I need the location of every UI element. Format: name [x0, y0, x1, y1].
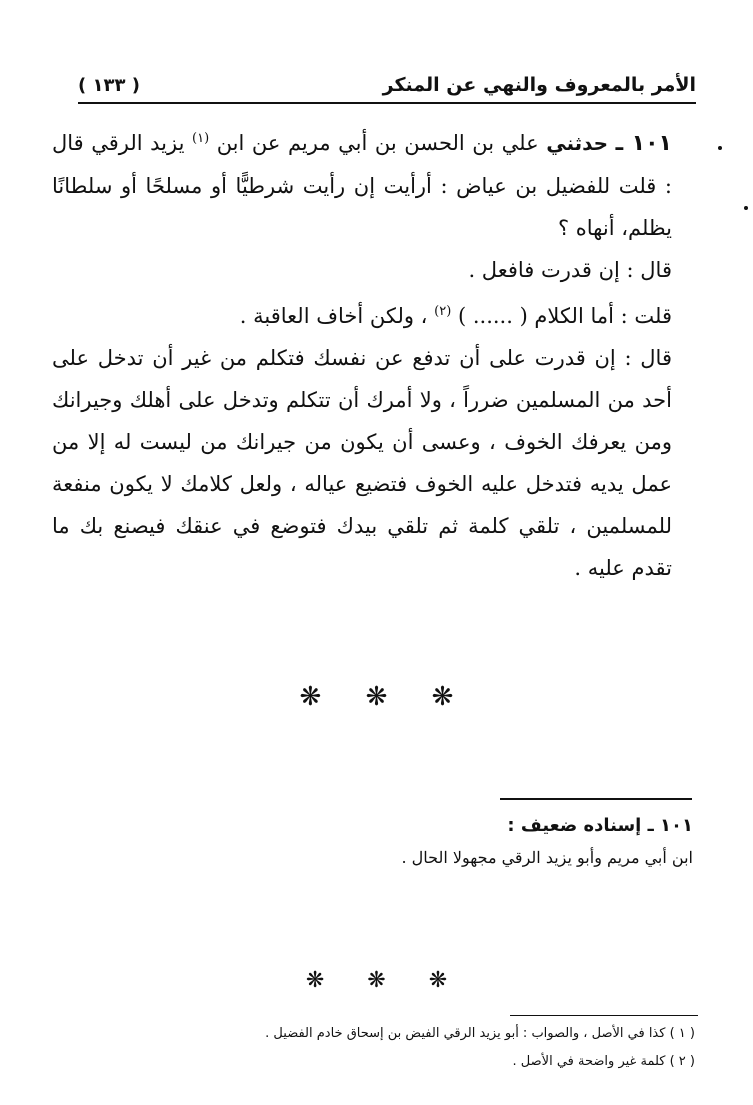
haddathani-word: حدثني — [546, 131, 609, 155]
hadith-number: ١٠١ ـ — [615, 131, 672, 156]
grading-heading: ١٠١ ـ إسناده ضعيف : — [507, 815, 693, 836]
section-ornament — [0, 682, 753, 712]
isnad-text-continued: يزيد الرقي قال : قلت للفضيل بن عياض : أرأيت إن رأيت شرطيًّا أو مسلحًا أو سلطانًا يظلم، أنهاه ؟ — [52, 131, 672, 240]
asterism-icon: ❋ — [431, 682, 454, 712]
final-answer-paragraph: قال : إن قدرت على أن تدفع عن نفسك فتكلم من غير أن تدخل على أحد من المسلمين ضرراً ، ولا أمرك أن تتكلم وتدخل على أهلك وجيرانك ومن يعرفك الخوف ، وعسى أن يكون من جيرانك من ليست له إلا من عمل يديه فتدخل عليه الخوف فتضيع عياله ، ولعل كلامك لا يكون منفعة للمسلمين ، تلقي كلمة ثم تلقي بيدك فتوضع في عنقك فيصنع بك ما تقدم عليه . — [52, 346, 672, 580]
footnote-marker-1: (١) — [192, 131, 210, 146]
question-text-end: ، ولكن أخاف العاقبة . — [239, 304, 428, 328]
question-text: قلت : أما الكلام ( ...... ) — [457, 304, 672, 328]
asterism-icon: ❋ — [299, 682, 322, 712]
running-header — [78, 68, 696, 104]
footnote-2: ( ٢ ) كلمة غير واضحة في الأصل . — [512, 1054, 695, 1069]
margin-mark — [744, 206, 748, 210]
hadith-opening — [52, 118, 700, 249]
answer-line: قال : إن قدرت فافعل . — [468, 258, 672, 282]
grading-text: ابن أبي مريم وأبو يزيد الرقي مجهولا الحال . — [401, 848, 693, 867]
hadith-body — [52, 118, 700, 589]
asterism-icon: ❋ — [305, 968, 325, 993]
asterism-icon: ❋ — [367, 968, 386, 993]
footnote-marker-2: (٢) — [434, 304, 452, 319]
question-line — [52, 291, 700, 337]
footnote-rule — [510, 1015, 698, 1016]
page-number: ( ١٣٣ ) — [78, 74, 140, 96]
notes-ornament — [0, 968, 753, 993]
asterism-icon: ❋ — [428, 968, 448, 993]
footnote-1: ( ١ ) كذا في الأصل ، والصواب : أبو يزيد الرقي الفيض بن إسحاق خادم الفضيل . — [265, 1026, 695, 1041]
isnad-text: علي بن الحسن بن أبي مريم عن ابن — [216, 131, 539, 155]
asterism-icon: ❋ — [365, 682, 388, 712]
notes-divider — [500, 798, 692, 800]
book-title: الأمر بالمعروف والنهي عن المنكر — [382, 74, 696, 96]
margin-mark — [718, 146, 722, 150]
